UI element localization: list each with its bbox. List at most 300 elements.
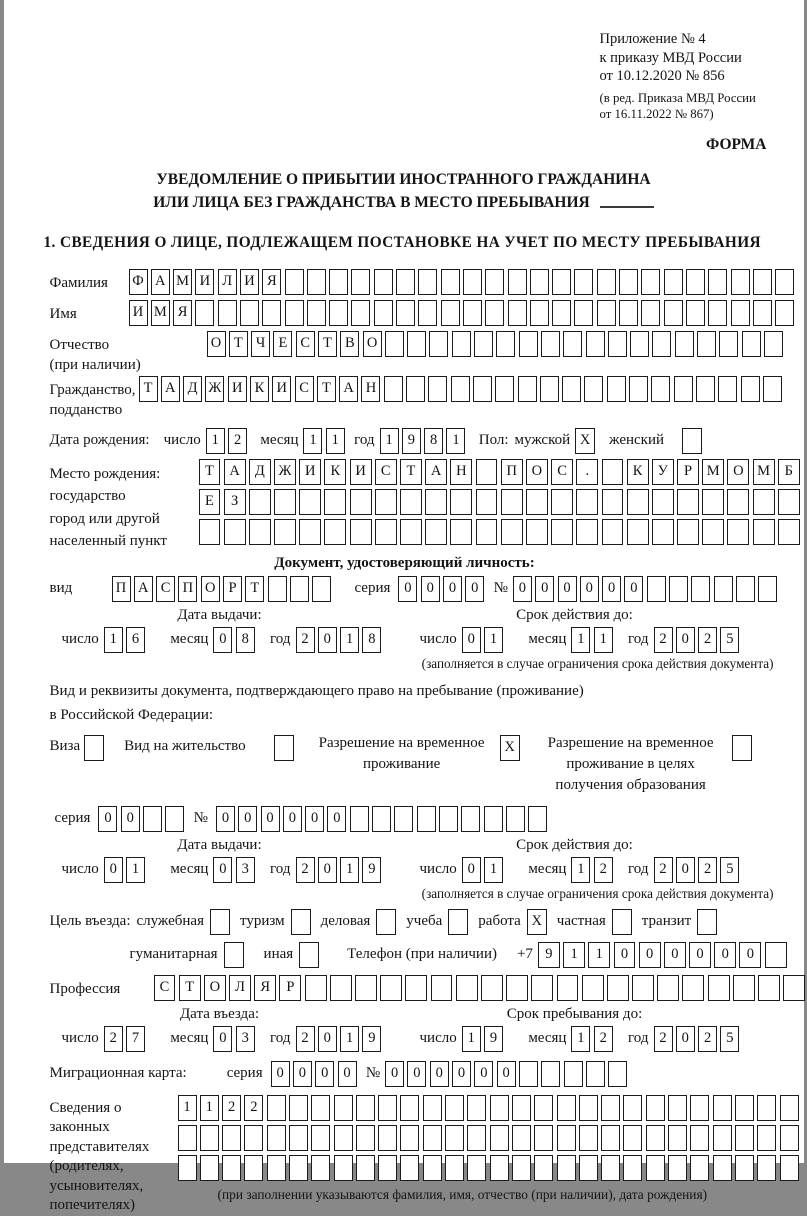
patronymic-char-cell[interactable]: [429, 331, 448, 357]
patronymic-char-cell[interactable]: [630, 331, 649, 357]
birth-place-char-cell[interactable]: И: [299, 459, 321, 485]
given-name-char-cell[interactable]: [664, 300, 683, 326]
patronymic-char-cell[interactable]: Ч: [251, 331, 270, 357]
surname-char-cell[interactable]: [641, 269, 660, 295]
doc-number-cell[interactable]: 0: [580, 576, 599, 602]
birth-place-char-cell[interactable]: [652, 519, 674, 545]
surname-char-cell[interactable]: [597, 269, 616, 295]
birth-place-char-cell[interactable]: [602, 489, 624, 515]
representative-char-cell[interactable]: [668, 1155, 687, 1181]
representative-char-cell[interactable]: [490, 1155, 509, 1181]
residence-number-cell[interactable]: 0: [305, 806, 324, 832]
profession-char-cell[interactable]: [305, 975, 327, 1001]
surname-char-cell[interactable]: [708, 269, 727, 295]
representative-char-cell[interactable]: [668, 1095, 687, 1121]
representative-char-cell[interactable]: [512, 1155, 531, 1181]
given-name-char-cell[interactable]: [641, 300, 660, 326]
profession-char-cell[interactable]: [607, 975, 629, 1001]
profession-char-cell[interactable]: Р: [279, 975, 301, 1001]
representative-char-cell[interactable]: [423, 1095, 442, 1121]
date-cell[interactable]: 1: [126, 857, 145, 883]
birth-place-char-cell[interactable]: [551, 489, 573, 515]
profession-char-cell[interactable]: [531, 975, 553, 1001]
residence-series-cell[interactable]: 0: [121, 806, 140, 832]
birth-place-char-cell[interactable]: [778, 519, 800, 545]
birth-place-char-cell[interactable]: [299, 519, 321, 545]
given-name-char-cell[interactable]: [753, 300, 772, 326]
doc-kind-char-cell[interactable]: П: [112, 576, 131, 602]
representative-char-cell[interactable]: [467, 1155, 486, 1181]
date-cell[interactable]: 3: [236, 1026, 255, 1052]
phone-digit-cell[interactable]: 0: [639, 942, 661, 968]
profession-char-cell[interactable]: Т: [179, 975, 201, 1001]
date-cell[interactable]: 8: [362, 627, 381, 653]
representative-char-cell[interactable]: [311, 1155, 330, 1181]
representative-char-cell[interactable]: [757, 1125, 776, 1151]
representative-char-cell[interactable]: [780, 1155, 799, 1181]
representative-char-cell[interactable]: [289, 1155, 308, 1181]
date-cell[interactable]: 1: [484, 857, 503, 883]
patronymic-char-cell[interactable]: [586, 331, 605, 357]
date-cell[interactable]: 0: [318, 627, 337, 653]
patronymic-char-cell[interactable]: [719, 331, 738, 357]
date-cell[interactable]: 0: [104, 857, 123, 883]
birth-place-char-cell[interactable]: [753, 489, 775, 515]
representative-char-cell[interactable]: [623, 1125, 642, 1151]
profession-char-cell[interactable]: [682, 975, 704, 1001]
surname-char-cell[interactable]: [329, 269, 348, 295]
representative-char-cell[interactable]: [467, 1125, 486, 1151]
representative-char-cell[interactable]: [557, 1095, 576, 1121]
birth-place-char-cell[interactable]: [727, 489, 749, 515]
date-cell[interactable]: 0: [213, 1026, 232, 1052]
migration-number-cell[interactable]: [586, 1061, 605, 1087]
profession-char-cell[interactable]: [632, 975, 654, 1001]
residence-number-cell[interactable]: [350, 806, 369, 832]
doc-number-cell[interactable]: [736, 576, 755, 602]
birth-place-char-cell[interactable]: [350, 519, 372, 545]
birth-place-char-cell[interactable]: [450, 489, 472, 515]
representative-char-cell[interactable]: [311, 1125, 330, 1151]
birth-place-char-cell[interactable]: [677, 519, 699, 545]
representative-char-cell[interactable]: [267, 1155, 286, 1181]
patronymic-char-cell[interactable]: [764, 331, 783, 357]
profession-char-cell[interactable]: [481, 975, 503, 1001]
doc-number-cell[interactable]: [691, 576, 710, 602]
representative-char-cell[interactable]: [579, 1155, 598, 1181]
citizenship-char-cell[interactable]: Т: [317, 376, 336, 402]
given-name-char-cell[interactable]: [530, 300, 549, 326]
date-cell[interactable]: 8: [236, 627, 255, 653]
representative-char-cell[interactable]: [378, 1095, 397, 1121]
profession-char-cell[interactable]: [783, 975, 805, 1001]
representative-char-cell[interactable]: [200, 1155, 219, 1181]
date-cell[interactable]: 7: [126, 1026, 145, 1052]
residence-number-cell[interactable]: 0: [216, 806, 235, 832]
surname-char-cell[interactable]: [285, 269, 304, 295]
date-cell[interactable]: 0: [318, 857, 337, 883]
given-name-char-cell[interactable]: [552, 300, 571, 326]
birth-place-char-cell[interactable]: [274, 519, 296, 545]
citizenship-char-cell[interactable]: И: [228, 376, 247, 402]
citizenship-char-cell[interactable]: [473, 376, 492, 402]
citizenship-char-cell[interactable]: [718, 376, 737, 402]
given-name-char-cell[interactable]: [441, 300, 460, 326]
residence-number-cell[interactable]: [461, 806, 480, 832]
birth-place-char-cell[interactable]: А: [224, 459, 246, 485]
representative-char-cell[interactable]: [244, 1125, 263, 1151]
birth-place-char-cell[interactable]: [476, 519, 498, 545]
given-name-char-cell[interactable]: М: [151, 300, 170, 326]
birth-place-char-cell[interactable]: [702, 519, 724, 545]
date-cell[interactable]: 0: [318, 1026, 337, 1052]
given-name-char-cell[interactable]: Я: [173, 300, 192, 326]
representative-char-cell[interactable]: [200, 1125, 219, 1151]
birth-place-char-cell[interactable]: З: [224, 489, 246, 515]
birth-place-char-cell[interactable]: [501, 489, 523, 515]
representative-char-cell[interactable]: [178, 1155, 197, 1181]
date-cell[interactable]: 1: [571, 627, 590, 653]
patronymic-char-cell[interactable]: Е: [273, 331, 292, 357]
surname-char-cell[interactable]: И: [240, 269, 259, 295]
representative-char-cell[interactable]: [289, 1125, 308, 1151]
birth-year-cell[interactable]: 1: [380, 428, 399, 454]
patronymic-char-cell[interactable]: С: [296, 331, 315, 357]
doc-number-cell[interactable]: 0: [535, 576, 554, 602]
citizenship-char-cell[interactable]: [763, 376, 782, 402]
profession-char-cell[interactable]: [431, 975, 453, 1001]
citizenship-char-cell[interactable]: А: [339, 376, 358, 402]
surname-char-cell[interactable]: [307, 269, 326, 295]
date-cell[interactable]: 0: [676, 857, 695, 883]
birth-month-cell[interactable]: 1: [326, 428, 345, 454]
representative-char-cell[interactable]: [690, 1155, 709, 1181]
surname-char-cell[interactable]: [619, 269, 638, 295]
given-name-char-cell[interactable]: [463, 300, 482, 326]
birth-place-char-cell[interactable]: [778, 489, 800, 515]
surname-char-cell[interactable]: [374, 269, 393, 295]
representative-char-cell[interactable]: [400, 1155, 419, 1181]
migration-number-cell[interactable]: 0: [385, 1061, 404, 1087]
representative-char-cell[interactable]: 1: [200, 1095, 219, 1121]
birth-place-char-cell[interactable]: [526, 489, 548, 515]
purpose-box[interactable]: [210, 909, 230, 935]
citizenship-char-cell[interactable]: [540, 376, 559, 402]
birth-year-cell[interactable]: 9: [402, 428, 421, 454]
given-name-char-cell[interactable]: [285, 300, 304, 326]
birth-place-char-cell[interactable]: [425, 489, 447, 515]
patronymic-char-cell[interactable]: О: [363, 331, 382, 357]
patronymic-char-cell[interactable]: В: [340, 331, 359, 357]
representative-char-cell[interactable]: [780, 1095, 799, 1121]
representative-char-cell[interactable]: [512, 1095, 531, 1121]
patronymic-char-cell[interactable]: [742, 331, 761, 357]
representative-char-cell[interactable]: [646, 1125, 665, 1151]
birth-day-cell[interactable]: 2: [228, 428, 247, 454]
phone-digit-cell[interactable]: 9: [538, 942, 560, 968]
date-cell[interactable]: 1: [340, 627, 359, 653]
purpose-box[interactable]: X: [527, 909, 547, 935]
birth-place-char-cell[interactable]: Н: [450, 459, 472, 485]
date-cell[interactable]: 1: [462, 1026, 481, 1052]
phone-digit-cell[interactable]: 0: [739, 942, 761, 968]
birth-place-char-cell[interactable]: [350, 489, 372, 515]
citizenship-char-cell[interactable]: Т: [139, 376, 158, 402]
date-cell[interactable]: 2: [698, 857, 717, 883]
migration-number-cell[interactable]: 0: [497, 1061, 516, 1087]
date-cell[interactable]: 0: [213, 627, 232, 653]
residence-number-cell[interactable]: 0: [238, 806, 257, 832]
profession-char-cell[interactable]: [758, 975, 780, 1001]
birth-place-char-cell[interactable]: [576, 489, 598, 515]
representative-char-cell[interactable]: [267, 1095, 286, 1121]
migration-number-cell[interactable]: 0: [407, 1061, 426, 1087]
representative-char-cell[interactable]: [267, 1125, 286, 1151]
birth-place-char-cell[interactable]: Е: [199, 489, 221, 515]
birth-place-char-cell[interactable]: К: [324, 459, 346, 485]
residence-number-cell[interactable]: [372, 806, 391, 832]
given-name-char-cell[interactable]: [396, 300, 415, 326]
representative-char-cell[interactable]: [557, 1155, 576, 1181]
birth-place-char-cell[interactable]: [224, 519, 246, 545]
representative-char-cell[interactable]: [400, 1095, 419, 1121]
given-name-char-cell[interactable]: [262, 300, 281, 326]
birth-place-char-cell[interactable]: М: [753, 459, 775, 485]
citizenship-char-cell[interactable]: Н: [361, 376, 380, 402]
birth-place-char-cell[interactable]: [627, 489, 649, 515]
birth-month-cell[interactable]: 1: [303, 428, 322, 454]
date-cell[interactable]: 2: [296, 627, 315, 653]
representative-char-cell[interactable]: [690, 1095, 709, 1121]
date-cell[interactable]: 0: [676, 627, 695, 653]
representative-char-cell[interactable]: [467, 1095, 486, 1121]
representative-char-cell[interactable]: [222, 1155, 241, 1181]
birth-place-char-cell[interactable]: [753, 519, 775, 545]
birth-place-char-cell[interactable]: [551, 519, 573, 545]
phone-digit-cell[interactable]: 0: [664, 942, 686, 968]
surname-char-cell[interactable]: [485, 269, 504, 295]
representative-char-cell[interactable]: [534, 1155, 553, 1181]
representative-char-cell[interactable]: [623, 1155, 642, 1181]
phone-digit-cell[interactable]: 0: [689, 942, 711, 968]
date-cell[interactable]: 2: [296, 1026, 315, 1052]
citizenship-char-cell[interactable]: [384, 376, 403, 402]
representative-char-cell[interactable]: [445, 1155, 464, 1181]
birth-place-char-cell[interactable]: [450, 519, 472, 545]
doc-number-cell[interactable]: [647, 576, 666, 602]
patronymic-char-cell[interactable]: Т: [318, 331, 337, 357]
birth-place-char-cell[interactable]: Д: [249, 459, 271, 485]
birth-place-char-cell[interactable]: П: [501, 459, 523, 485]
patronymic-char-cell[interactable]: О: [207, 331, 226, 357]
phone-digit-cell[interactable]: [765, 942, 787, 968]
representative-char-cell[interactable]: [735, 1095, 754, 1121]
residence-number-cell[interactable]: 0: [327, 806, 346, 832]
representative-char-cell[interactable]: 2: [244, 1095, 263, 1121]
doc-kind-char-cell[interactable]: [268, 576, 287, 602]
representative-char-cell[interactable]: [512, 1125, 531, 1151]
citizenship-char-cell[interactable]: [518, 376, 537, 402]
given-name-char-cell[interactable]: [240, 300, 259, 326]
birth-place-char-cell[interactable]: У: [652, 459, 674, 485]
given-name-char-cell[interactable]: [351, 300, 370, 326]
doc-kind-char-cell[interactable]: [290, 576, 309, 602]
representative-char-cell[interactable]: [534, 1125, 553, 1151]
birth-day-cell[interactable]: 1: [206, 428, 225, 454]
date-cell[interactable]: 1: [484, 627, 503, 653]
representative-char-cell[interactable]: [445, 1125, 464, 1151]
residence-permit-box[interactable]: [274, 735, 294, 761]
surname-char-cell[interactable]: [418, 269, 437, 295]
date-cell[interactable]: 5: [720, 627, 739, 653]
birth-place-char-cell[interactable]: [501, 519, 523, 545]
citizenship-char-cell[interactable]: К: [250, 376, 269, 402]
residence-number-cell[interactable]: [506, 806, 525, 832]
patronymic-char-cell[interactable]: [652, 331, 671, 357]
profession-char-cell[interactable]: С: [154, 975, 176, 1001]
given-name-char-cell[interactable]: [597, 300, 616, 326]
representative-char-cell[interactable]: [356, 1095, 375, 1121]
sex-male-box[interactable]: X: [575, 428, 595, 454]
representative-char-cell[interactable]: [646, 1095, 665, 1121]
representative-char-cell[interactable]: [356, 1125, 375, 1151]
residence-series-cell[interactable]: [143, 806, 162, 832]
birth-place-char-cell[interactable]: .: [576, 459, 598, 485]
date-cell[interactable]: 2: [296, 857, 315, 883]
representative-char-cell[interactable]: 1: [178, 1095, 197, 1121]
patronymic-char-cell[interactable]: [407, 331, 426, 357]
surname-char-cell[interactable]: [396, 269, 415, 295]
birth-place-char-cell[interactable]: Т: [199, 459, 221, 485]
doc-series-cell[interactable]: 0: [465, 576, 484, 602]
residence-number-cell[interactable]: [528, 806, 547, 832]
citizenship-char-cell[interactable]: Ж: [205, 376, 224, 402]
birth-place-char-cell[interactable]: [199, 519, 221, 545]
representative-char-cell[interactable]: [334, 1155, 353, 1181]
doc-kind-char-cell[interactable]: П: [178, 576, 197, 602]
migration-series-cell[interactable]: 0: [293, 1061, 312, 1087]
residence-number-cell[interactable]: 0: [283, 806, 302, 832]
purpose-box[interactable]: [697, 909, 717, 935]
patronymic-char-cell[interactable]: Т: [229, 331, 248, 357]
representative-char-cell[interactable]: [713, 1095, 732, 1121]
date-cell[interactable]: 1: [594, 627, 613, 653]
residence-number-cell[interactable]: [484, 806, 503, 832]
birth-place-char-cell[interactable]: К: [627, 459, 649, 485]
given-name-char-cell[interactable]: [485, 300, 504, 326]
representative-char-cell[interactable]: [490, 1125, 509, 1151]
citizenship-char-cell[interactable]: И: [272, 376, 291, 402]
doc-kind-char-cell[interactable]: С: [156, 576, 175, 602]
migration-series-cell[interactable]: 0: [338, 1061, 357, 1087]
surname-char-cell[interactable]: М: [173, 269, 192, 295]
surname-char-cell[interactable]: Л: [218, 269, 237, 295]
given-name-char-cell[interactable]: [508, 300, 527, 326]
representative-char-cell[interactable]: [579, 1095, 598, 1121]
citizenship-char-cell[interactable]: С: [295, 376, 314, 402]
doc-series-cell[interactable]: 0: [443, 576, 462, 602]
citizenship-char-cell[interactable]: [629, 376, 648, 402]
representative-char-cell[interactable]: [445, 1095, 464, 1121]
birth-place-char-cell[interactable]: [299, 489, 321, 515]
purpose-box[interactable]: [291, 909, 311, 935]
doc-series-cell[interactable]: 0: [398, 576, 417, 602]
given-name-char-cell[interactable]: [731, 300, 750, 326]
representative-char-cell[interactable]: [713, 1155, 732, 1181]
citizenship-char-cell[interactable]: [741, 376, 760, 402]
representative-char-cell[interactable]: [400, 1125, 419, 1151]
date-cell[interactable]: 1: [571, 1026, 590, 1052]
representative-char-cell[interactable]: [579, 1125, 598, 1151]
patronymic-char-cell[interactable]: [474, 331, 493, 357]
surname-char-cell[interactable]: [574, 269, 593, 295]
doc-number-cell[interactable]: 0: [624, 576, 643, 602]
migration-number-cell[interactable]: [608, 1061, 627, 1087]
birth-place-char-cell[interactable]: О: [526, 459, 548, 485]
representative-char-cell[interactable]: [757, 1095, 776, 1121]
given-name-char-cell[interactable]: [686, 300, 705, 326]
migration-number-cell[interactable]: 0: [474, 1061, 493, 1087]
surname-char-cell[interactable]: [731, 269, 750, 295]
citizenship-char-cell[interactable]: [696, 376, 715, 402]
surname-char-cell[interactable]: [441, 269, 460, 295]
profession-char-cell[interactable]: [582, 975, 604, 1001]
given-name-char-cell[interactable]: [329, 300, 348, 326]
residence-series-cell[interactable]: [165, 806, 184, 832]
doc-kind-char-cell[interactable]: Т: [245, 576, 264, 602]
residence-series-cell[interactable]: 0: [98, 806, 117, 832]
citizenship-char-cell[interactable]: [451, 376, 470, 402]
migration-number-cell[interactable]: 0: [452, 1061, 471, 1087]
birth-place-char-cell[interactable]: [702, 489, 724, 515]
representative-char-cell[interactable]: [378, 1125, 397, 1151]
citizenship-char-cell[interactable]: [651, 376, 670, 402]
profession-char-cell[interactable]: [380, 975, 402, 1001]
birth-place-char-cell[interactable]: С: [551, 459, 573, 485]
patronymic-char-cell[interactable]: [608, 331, 627, 357]
birth-place-char-cell[interactable]: [602, 459, 624, 485]
date-cell[interactable]: 5: [720, 1026, 739, 1052]
temp-residence-box[interactable]: X: [500, 735, 520, 761]
profession-char-cell[interactable]: [708, 975, 730, 1001]
migration-number-cell[interactable]: [564, 1061, 583, 1087]
representative-char-cell[interactable]: [311, 1095, 330, 1121]
date-cell[interactable]: 9: [362, 1026, 381, 1052]
date-cell[interactable]: 2: [654, 1026, 673, 1052]
date-cell[interactable]: 2: [594, 1026, 613, 1052]
date-cell[interactable]: 1: [340, 1026, 359, 1052]
representative-char-cell[interactable]: [601, 1125, 620, 1151]
citizenship-char-cell[interactable]: [674, 376, 693, 402]
profession-char-cell[interactable]: [733, 975, 755, 1001]
surname-char-cell[interactable]: А: [151, 269, 170, 295]
representative-char-cell[interactable]: [222, 1125, 241, 1151]
profession-char-cell[interactable]: [557, 975, 579, 1001]
birth-place-char-cell[interactable]: [602, 519, 624, 545]
migration-series-cell[interactable]: 0: [271, 1061, 290, 1087]
date-cell[interactable]: 9: [362, 857, 381, 883]
surname-char-cell[interactable]: Я: [262, 269, 281, 295]
phone-digit-cell[interactable]: 0: [714, 942, 736, 968]
date-cell[interactable]: 2: [654, 627, 673, 653]
birth-place-char-cell[interactable]: [627, 519, 649, 545]
phone-digit-cell[interactable]: 1: [588, 942, 610, 968]
birth-place-char-cell[interactable]: [526, 519, 548, 545]
doc-number-cell[interactable]: [669, 576, 688, 602]
patronymic-char-cell[interactable]: [496, 331, 515, 357]
patronymic-char-cell[interactable]: [519, 331, 538, 357]
profession-char-cell[interactable]: [506, 975, 528, 1001]
